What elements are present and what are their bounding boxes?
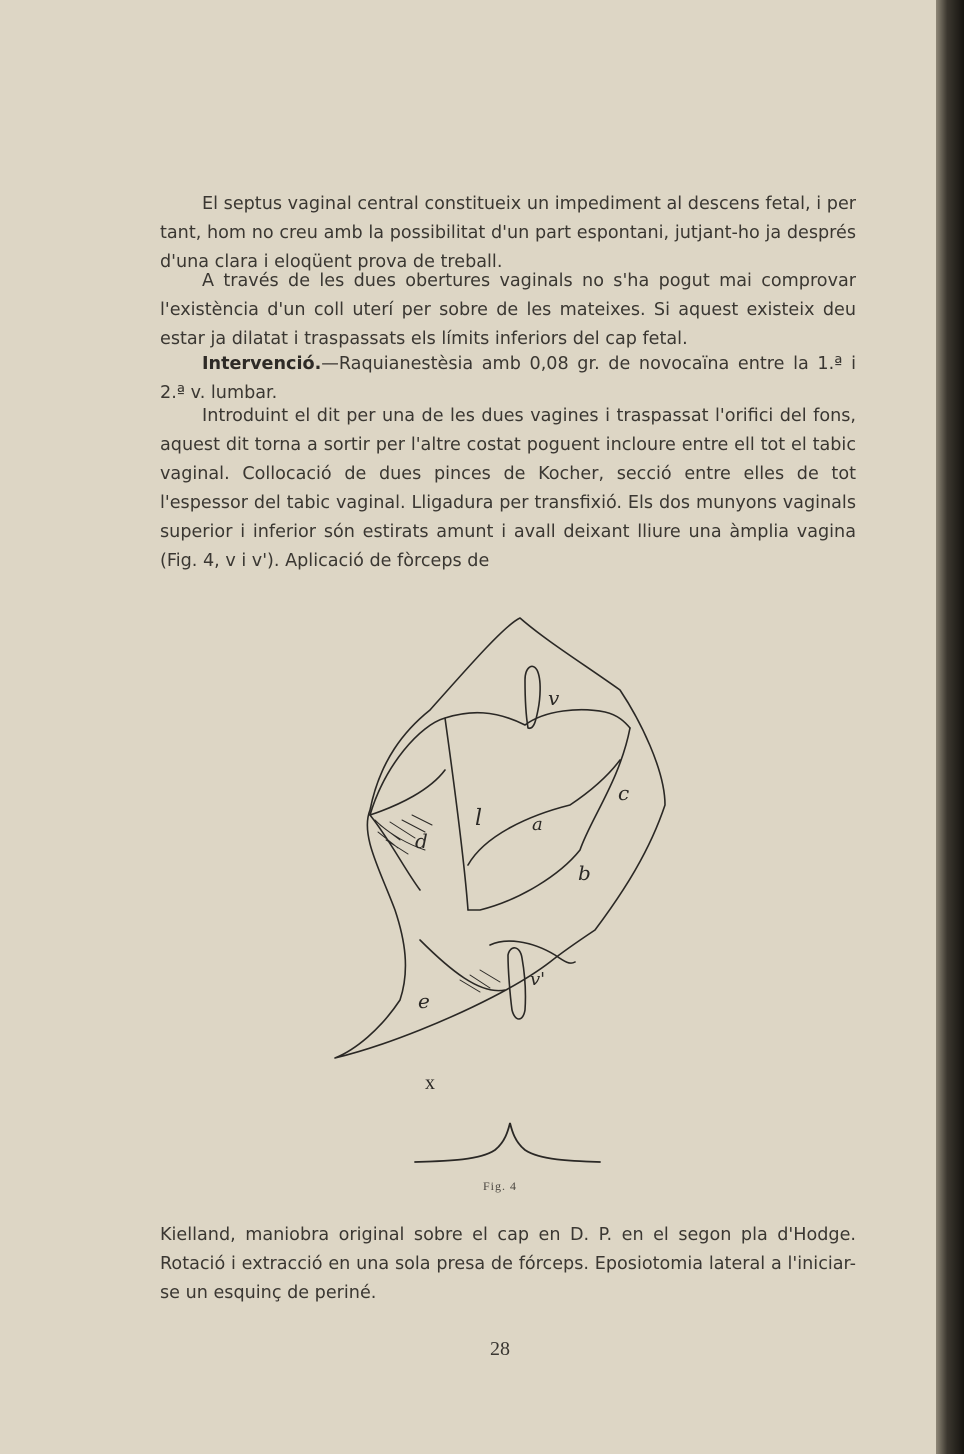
inner-d-curve [370, 770, 445, 815]
label-c: c [618, 781, 630, 805]
figure-4-drawing [320, 610, 700, 1080]
label-d: d [415, 829, 428, 853]
book-spine [936, 0, 964, 1454]
paragraph-procediment: Introduint el dit per una de les dues vagines i traspassat l'orifici del fons, aquest dit torna a sortir per l'altre costat poguent incloure entre ell tot el tabic vaginal. Collocació de dues pinces de Kocher, secció entre elles de tot l'espessor del tabic vaginal. Lligadura per transfixió. Els dos munyons vaginals superior i inferior són estirats amunt i avall deixant lliure una àmplia vagina (Fig. 4, v i v'). Aplicació de fòrceps de [160, 406, 856, 572]
figure-caption: Fig. 4 [482, 1179, 517, 1193]
paragraph-obertures: A través de les dues obertures vaginals no s'ha pogut mai comprovar l'existència d'un coll uterí per sobre de les mateixes. Si aquest existeix deu estar ja dilatat i traspassats els límits inferiors del cap fetal. [160, 271, 856, 350]
stump-v [525, 666, 540, 728]
curve-c [468, 728, 630, 910]
page-number: 28 [490, 1338, 510, 1360]
left-inner-line [370, 815, 420, 890]
intervencio-heading: Intervenció. [202, 354, 322, 374]
label-a: a [532, 814, 543, 835]
e-hatch [460, 970, 500, 992]
figure-marker-x: x [425, 1072, 435, 1094]
line-l [445, 718, 468, 910]
paragraph-intervencio: Intervenció.—Raquianestèsia amb 0,08 gr. de novocaïna entre la 1.ª i 2.ª v. lumbar. [160, 354, 856, 404]
figure-bottom-curve [410, 1115, 605, 1170]
label-b: b [578, 861, 591, 885]
label-e: e [418, 989, 430, 1013]
paragraph-septus: El septus vaginal central constitueix un impediment al descens fetal, i per tant, hom no creu amb la possibilitat d'un part espontani, jutjant-ho ja després d'una clara i eloqüent prova de treball. [160, 194, 856, 273]
e-line [420, 940, 505, 991]
label-v-prime: v' [530, 969, 546, 990]
paragraph-kielland: Kielland, maniobra original sobre el cap en D. P. en el segon pla d'Hodge. Rotació i extracció en una sola presa de fórceps. Eposiotomia lateral a l'iniciar-se un esquinç de periné. [160, 1225, 856, 1304]
label-l: l [475, 806, 483, 831]
outer-contour [335, 618, 665, 1058]
label-v: v [548, 686, 560, 710]
